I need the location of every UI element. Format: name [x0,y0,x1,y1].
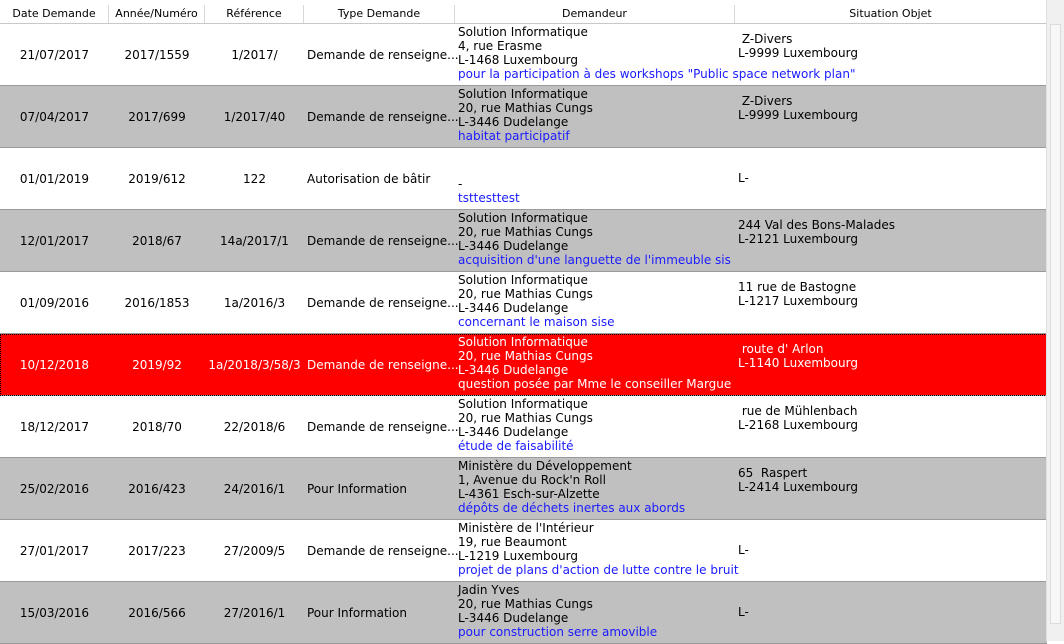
cell-annee-numero: 2019/612 [128,172,186,186]
scrollbar-thumb[interactable] [1050,24,1061,624]
demande-description: dépôts de déchets inertes aux abords [458,501,686,515]
cell-reference: 1/2017/40 [223,110,286,124]
cell-date: 01/09/2016 [19,296,90,310]
demande-description: étude de faisabilité [458,439,574,453]
cell-annee-numero: 2017/1559 [124,48,190,62]
demandeur-name: Ministère de l'Intérieur [458,521,594,535]
cell-type-demande: Demande de renseigne... [307,48,459,62]
cell-date: 12/01/2017 [19,234,90,248]
cell-type-demande: Demande de renseigne... [307,358,459,372]
cell-demandeur [455,148,735,205]
demandeur-street: 20, rue Mathias Cungs [458,349,593,363]
column-header-date[interactable]: Date Demande [0,5,109,23]
demandeur-street: 20, rue Mathias Cungs [458,411,593,425]
situation-address: Z-Divers [738,94,793,108]
demande-description: pour la participation à des workshops "Public space network plan" [458,67,856,81]
column-header-situation[interactable]: Situation Objet [735,5,1047,23]
demandeur-name: Ministère du Développement [458,459,632,473]
cell-situation-objet [735,272,1047,308]
column-header-reference[interactable]: Référence [205,5,304,23]
cell-demandeur [455,86,735,143]
cell-situation-objet [735,458,1047,494]
demandeur-city: L-1219 Luxembourg [458,549,578,563]
situation-address: route d' Arlon [738,342,824,356]
column-header-type[interactable]: Type Demande [304,5,455,23]
cell-annee-numero: 2016/1853 [124,296,190,310]
grid-body [0,24,1047,644]
cell-situation-objet [735,24,1047,60]
cell-situation-objet [735,334,1047,370]
cell-type-demande: Autorisation de bâtir [307,172,431,186]
situation-city [738,557,1047,571]
cell-reference: 1a/2016/3 [223,296,286,310]
demande-description: pour construction serre amovible [458,625,658,639]
cell-annee-numero: 2019/92 [132,358,182,372]
demandeur-city: L-3446 Dudelange [458,239,569,253]
demandeur-name: Jadin Yves [458,583,520,597]
demandeur-city: L-3446 Dudelange [458,611,569,625]
demandeur-name: Solution Informatique [458,87,588,101]
situation-city: L-1217 Luxembourg [738,294,858,308]
table-row[interactable] [0,520,1047,582]
situation-city [738,185,1047,199]
table-row[interactable] [0,210,1047,272]
cell-date: 25/02/2016 [19,482,90,496]
situation-address: Z-Divers [738,32,793,46]
cell-reference: 1/2017/ [231,48,278,62]
situation-address: 65 Raspert [738,466,808,480]
demandeur-name: Solution Informatique [458,273,588,287]
grid-header [0,5,1047,24]
column-header-demandeur[interactable]: Demandeur [455,5,735,23]
table-row[interactable] [0,148,1047,210]
cell-date: 10/12/2018 [19,358,90,372]
demande-description: concernant le maison sise [458,315,615,329]
vertical-scrollbar[interactable] [1046,0,1064,641]
cell-date: 21/07/2017 [19,48,90,62]
cell-type-demande: Demande de renseigne... [307,110,459,124]
demande-description: habitat participatif [458,129,570,143]
cell-demandeur [455,582,735,639]
demandeur-city: L-3446 Dudelange [458,301,569,315]
demandeur-city: L-1468 Luxembourg [458,53,578,67]
cell-annee-numero: 2018/67 [132,234,182,248]
cell-reference: 1a/2018/3/58/3 [208,358,301,372]
situation-city [738,619,1047,633]
cell-annee-numero: 2017/699 [128,110,186,124]
cell-reference: 27/2016/1 [223,606,286,620]
demandeur-city: L-3446 Dudelange [458,363,569,377]
cell-date: 01/01/2019 [19,172,90,186]
cell-type-demande: Demande de renseigne... [307,234,459,248]
table-row[interactable] [0,24,1047,86]
table-row[interactable] [0,458,1047,520]
situation-address: 244 Val des Bons-Malades [738,218,895,232]
cell-type-demande: Demande de renseigne... [307,544,459,558]
cell-demandeur [455,520,739,577]
cell-type-demande: Pour Information [307,482,407,496]
table-row[interactable] [0,582,1047,644]
situation-city: L-9999 Luxembourg [738,108,858,122]
cell-demandeur [455,396,735,453]
demandeur-street: 19, rue Beaumont [458,535,567,549]
column-header-annee[interactable]: Année/Numéro [109,5,205,23]
cell-annee-numero: 2016/566 [128,606,186,620]
table-row[interactable] [0,86,1047,148]
demandeur-street [458,163,735,177]
cell-situation-objet [735,396,1047,432]
cell-date: 07/04/2017 [19,110,90,124]
situation-city: L-2121 Luxembourg [738,232,858,246]
demandeur-city: L-3446 Dudelange [458,115,569,129]
situation-city: L-2168 Luxembourg [738,418,858,432]
demandeur-street: 20, rue Mathias Cungs [458,287,593,301]
table-row[interactable] [0,272,1047,334]
cell-situation-objet [735,210,1047,246]
cell-date: 27/01/2017 [19,544,90,558]
cell-type-demande: Demande de renseigne... [307,296,459,310]
cell-reference: 22/2018/6 [223,420,286,434]
cell-situation-objet [735,520,1047,571]
situation-address: L- [738,543,749,557]
demandeur-city: L-4361 Esch-sur-Alzette [458,487,600,501]
cell-reference: 24/2016/1 [223,482,286,496]
situation-city: L-1140 Luxembourg [738,356,858,370]
cell-demandeur [455,458,735,515]
cell-type-demande: Pour Information [307,606,407,620]
demande-description: projet de plans d'action de lutte contre le bruit [458,563,739,577]
situation-city: L-9999 Luxembourg [738,46,858,60]
demandeur-name: Solution Informatique [458,397,588,411]
cell-reference: 122 [243,172,266,186]
demandeur-city: - [458,177,463,191]
situation-address: L- [738,605,749,619]
cell-annee-numero: 2016/423 [128,482,186,496]
demande-description: tsttesttest [458,191,520,205]
cell-demandeur [455,334,735,391]
table-row[interactable] [0,334,1047,396]
situation-address: 11 rue de Bastogne [738,280,857,294]
demande-description: acquisition d'une languette de l'immeuble sis [458,253,731,267]
demandeur-name: Solution Informatique [458,25,588,39]
situation-city: L-2414 Luxembourg [738,480,858,494]
demandeur-name: Solution Informatique [458,335,588,349]
situation-address: rue de Mühlenbach [738,404,858,418]
demandeur-street: 20, rue Mathias Cungs [458,225,593,239]
cell-reference: 14a/2017/1 [220,234,289,248]
demandeur-street: 1, Avenue du Rock'n Roll [458,473,606,487]
cell-situation-objet [735,582,1047,633]
cell-annee-numero: 2018/70 [132,420,182,434]
demandeur-street: 20, rue Mathias Cungs [458,101,593,115]
demandeur-name: Solution Informatique [458,211,588,225]
demandeur-name [458,149,735,163]
demandeur-city: L-3446 Dudelange [458,425,569,439]
cell-type-demande: Demande de renseigne... [307,420,459,434]
cell-reference: 27/2009/5 [223,544,286,558]
cell-date: 18/12/2017 [19,420,90,434]
cell-situation-objet [735,148,1047,199]
table-row[interactable] [0,396,1047,458]
demandeur-street: 20, rue Mathias Cungs [458,597,593,611]
cell-demandeur [455,272,735,329]
cell-demandeur [455,210,735,267]
situation-address: L- [738,171,749,185]
demandeur-street: 4, rue Erasme [458,39,543,53]
demande-description: question posée par Mme le conseiller Margue [458,377,732,391]
cell-situation-objet [735,86,1047,122]
cell-date: 15/03/2016 [19,606,90,620]
cell-annee-numero: 2017/223 [128,544,186,558]
